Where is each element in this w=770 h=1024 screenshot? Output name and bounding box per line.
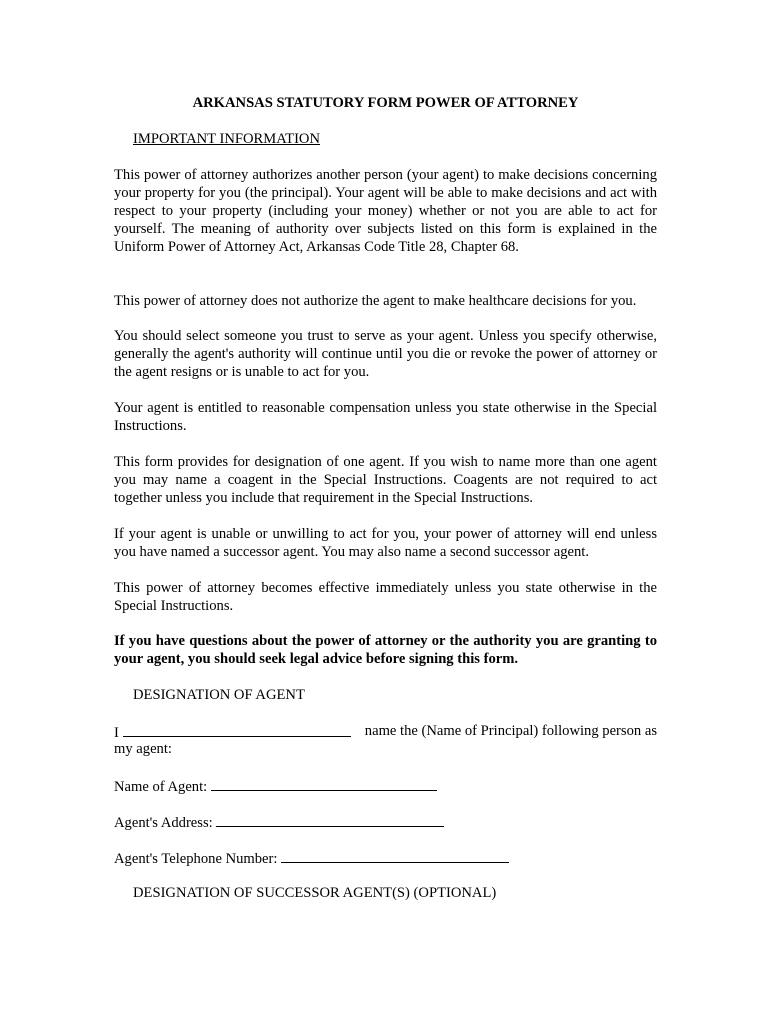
document-title: ARKANSAS STATUTORY FORM POWER OF ATTORNEY: [192, 95, 579, 111]
paragraph-coagent: This form provides for designation of one agent. If you wish to name more than one agent you may name a coagent in the Special Instructions. Coagents are not required to act together unless you include that requirement in the Special Instructions.: [114, 454, 657, 506]
name-of-agent-label: Name of Agent:: [114, 779, 208, 795]
name-of-agent-field: [114, 776, 437, 796]
principal-line: [114, 722, 657, 742]
name-of-agent-blank[interactable]: [211, 776, 437, 791]
agent-telephone-field: [114, 848, 509, 868]
agent-address-blank[interactable]: [216, 812, 444, 827]
bold-legal-notice: If you have questions about the power of attorney or the authority you are granting to your agent, you should seek legal advice before signing this form.: [114, 633, 657, 667]
principal-suffix: name the (Name of Principal) following person as: [364, 723, 657, 739]
paragraph-effective: This power of attorney becomes effective immediately unless you state otherwise in the Special Instructions.: [114, 580, 657, 614]
agent-telephone-label: Agent's Telephone Number:: [114, 851, 278, 867]
important-information-text: IMPORTANT INFORMATION: [133, 131, 321, 147]
successor-agent-heading: DESIGNATION OF SUCCESSOR AGENT(S) (OPTIONAL): [133, 885, 497, 901]
agent-address-label: Agent's Address:: [114, 815, 213, 831]
paragraph-authorization: This power of attorney authorizes another person (your agent) to make decisions concerning your property for you (the principal). Your agent will be able to make decisions and act with respect to your property (including your money) whether or not you are able to act for yourself. The meaning of authority over subjects listed on this form is explained in the Uniform Power of Attorney Act, Arkansas Code Title 28, Chapter 68.: [114, 167, 657, 255]
paragraph-successor: If your agent is unable or unwilling to act for you, your power of attorney will end unless you have named a successor agent. You may also name a second successor agent.: [114, 526, 657, 560]
principal-line-continuation: my agent:: [114, 741, 172, 757]
paragraph-select-agent: You should select someone you trust to serve as your agent. Unless you specify otherwise, generally the agent's authority will continue until you die or revoke the power of attorney or the agent resigns or is unable to act for you.: [114, 328, 657, 380]
agent-telephone-blank[interactable]: [281, 848, 509, 863]
paragraph-healthcare: This power of attorney does not authorize the agent to make healthcare decisions for you.: [114, 293, 637, 309]
important-information-heading: [133, 130, 320, 148]
paragraph-compensation: Your agent is entitled to reasonable compensation unless you state otherwise in the Special Instructions.: [114, 400, 657, 434]
designation-of-agent-heading: DESIGNATION OF AGENT: [133, 687, 305, 703]
principal-prefix: I: [114, 725, 119, 741]
principal-name-blank[interactable]: [123, 722, 351, 737]
agent-address-field: [114, 812, 444, 832]
